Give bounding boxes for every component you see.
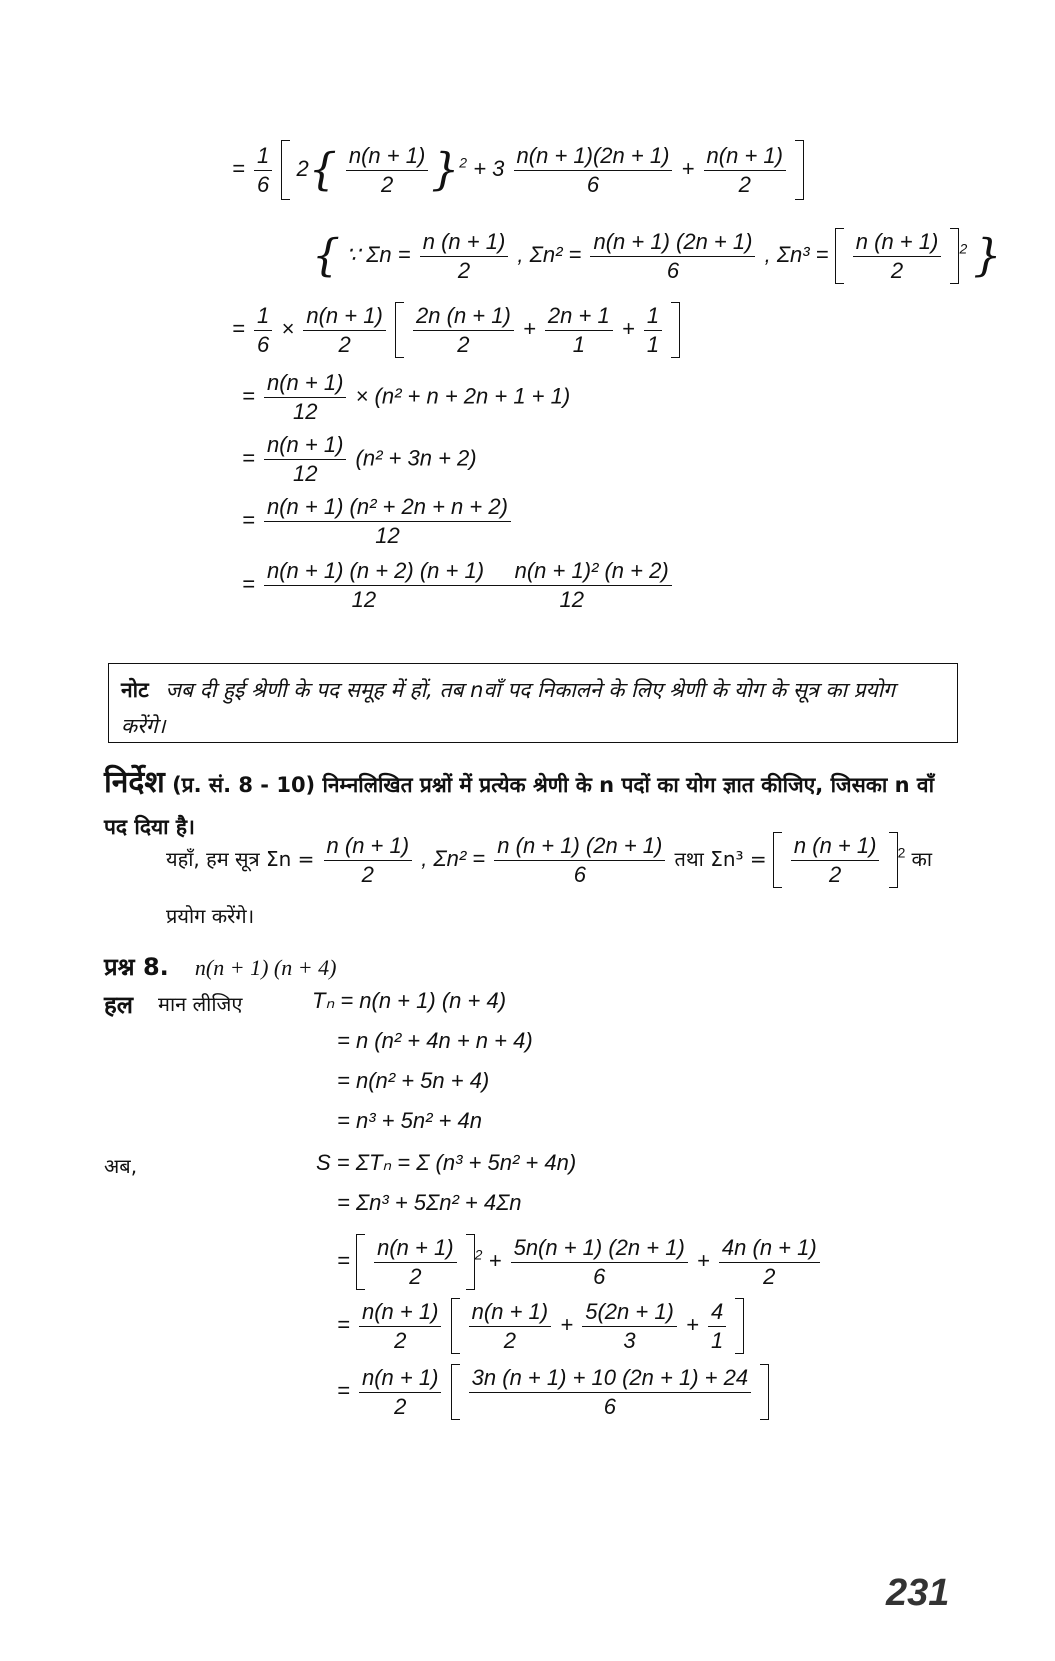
- page-number: 231: [886, 1572, 950, 1614]
- left-brace: {: [308, 144, 337, 196]
- fraction: $\frac{5n(n + 1) (2n + 1)}{6}$: [511, 1235, 688, 1290]
- fraction: $\frac{1}{6}$: [254, 303, 272, 358]
- equation-line-6: = $\frac{\text{n(n + 1) (n² + 2n + n + 2)}}{12}$: [242, 494, 514, 549]
- solution-step-9: = $\frac{n(n + 1)}{2}$ $\frac{3n (n + 1) + 10 (2n + 1) + 24}{6}$: [337, 1364, 769, 1420]
- note-label: नोट: [121, 678, 149, 702]
- fraction: $\frac{n(n + 1)}{2}$: [359, 1365, 441, 1420]
- solution-step-3: = n(n² + 5n + 4): [337, 1068, 490, 1093]
- equals-sign: =: [232, 155, 245, 181]
- solution-step-4: = n³ + 5n² + 4n: [337, 1108, 482, 1133]
- fraction: $\frac{n (n + 1)}{2}$: [324, 833, 413, 888]
- right-bracket: [889, 832, 898, 888]
- note-content: [121, 672, 941, 744]
- equation-line-1: = $\frac{1}{6}$ 2{ $\frac{n(n + 1)}{2}$ }$^2$ + 3 $\frac{n(n + 1)(2n + 1)}{6}$ + $\frac{n(n + 1)}{2}$: [232, 140, 804, 200]
- equation-line-4: = $\frac{n(n + 1)}{12}$ × (n² + n + 2n + 1 + 1): [242, 370, 571, 424]
- right-brace: }: [973, 230, 1002, 282]
- solution-step-1: Tₙ = n(n + 1) (n + 4): [312, 988, 507, 1013]
- formula-line: यहाँ, हम सूत्र Σn = $\frac{n (n + 1)}{2}$ , Σn² = $\frac{n (n + 1) (2n + 1)}{6}$ तथा Σn³ = $\frac{n (n + 1)}{2}$ $^2$ का: [166, 832, 933, 887]
- fraction: $\frac{n (n + 1) (2n + 1)}{6}$: [494, 833, 665, 888]
- left-bracket: [395, 302, 404, 358]
- solution-step-6: = Σn³ + 5Σn² + 4Σn: [337, 1190, 522, 1215]
- fraction: $\frac{2n (n + 1)}{2}$: [413, 303, 514, 358]
- fraction: $\frac{2n + 1}{1}$: [545, 303, 613, 358]
- direction-heading: निर्देश: [104, 765, 165, 800]
- fraction: $\frac{n(n + 1)}{12}$: [264, 370, 346, 425]
- equation-line-3: = $\frac{1}{6}$ × $\frac{n(n + 1)}{2}$ $\frac{2n (n + 1)}{2}$ + $\frac{2n + 1}{1}$ + $\frac{1}{1}$: [232, 302, 680, 358]
- fraction: $\frac{\text{n(n + 1) (n² + 2n + n + 2)}}{12}$: [264, 494, 511, 549]
- right-brace: }: [431, 144, 460, 196]
- fraction: $\frac{n(n + 1)}{2}$: [359, 1299, 441, 1354]
- solution-step-8: = $\frac{n(n + 1)}{2}$ $\frac{n(n + 1)}{2}$ + $\frac{5(2n + 1)}{3}$ + $\frac{4}{1}$: [337, 1298, 744, 1354]
- fraction: $\frac{n(n + 1)}{2}$: [469, 1299, 551, 1354]
- solution-label: हल: [104, 991, 134, 1019]
- left-bracket: [451, 1298, 460, 1354]
- fraction: $\frac{4n (n + 1)}{2}$: [719, 1235, 820, 1290]
- right-bracket: [950, 228, 959, 284]
- left-bracket: [281, 140, 290, 200]
- equation-line-5: = $\frac{n(n + 1)}{12}$ (n² + 3n + 2): [242, 432, 477, 486]
- left-bracket: [451, 1364, 460, 1420]
- fraction: $\frac{1}{1}$: [644, 303, 662, 358]
- fraction: $\frac{1}{6}$: [254, 143, 272, 198]
- question-label: प्रश्न 8.: [104, 953, 169, 981]
- left-bracket: [835, 228, 844, 284]
- question-8: [104, 950, 336, 983]
- right-bracket: [735, 1298, 744, 1354]
- fraction: $\frac{n (n + 1)}{2}$: [420, 229, 509, 284]
- question-expression: n(n + 1) (n + 4): [194, 955, 337, 980]
- fraction: $\frac{n(n + 1)}{12}$: [264, 432, 346, 487]
- fraction: $\frac{n(n + 1)}{2}$: [704, 143, 786, 198]
- note-text: जब दी हुई श्रेणी के पद समूह में हों, तब nवाँ पद निकालने के लिए श्रेणी के योग के सूत्र का प्रयोग करेंगे।: [121, 678, 895, 738]
- right-bracket: [671, 302, 680, 358]
- left-bracket: [356, 1234, 365, 1290]
- note-box: [108, 663, 958, 743]
- fraction: $\frac{3n (n + 1) + 10 (2n + 1) + 24}{6}$: [469, 1365, 751, 1420]
- solution-intro: मान लीजिए: [158, 992, 243, 1016]
- right-bracket: [466, 1234, 475, 1290]
- left-brace: {: [312, 230, 340, 282]
- solution-step-2: = n (n² + 4n + n + 4): [337, 1028, 533, 1053]
- fraction: $\frac{n (n + 1)}{2}$: [853, 229, 942, 284]
- fraction: $\frac{n (n + 1)}{2}$: [791, 833, 880, 888]
- left-bracket: [773, 832, 782, 888]
- fraction: $\frac{n(n + 1)(2n + 1)}{6}$: [514, 143, 673, 198]
- right-bracket: [760, 1364, 769, 1420]
- equation-line-2: { ∵ Σn = $\frac{n (n + 1)}{2}$ , Σn² = $\frac{n(n + 1) (2n + 1)}{6}$ , Σn³ = $\frac{n (n + 1)}{2}$ $^2$ }: [312, 228, 1002, 283]
- direction-text: (प्र. सं. 8 - 10) निम्नलिखित प्रश्नों में प्रत्येक श्रेणी के n पदों का योग ज्ञात कीजिए, जिसका n वाँ पद दिया है।: [104, 773, 935, 839]
- solution-step-7: = $\frac{n(n + 1)}{2}$ $^2$ + $\frac{5n(n + 1) (2n + 1)}{6}$ + $\frac{4n (n + 1)}{2}$: [337, 1234, 823, 1290]
- solution-step-5: S = ΣTₙ = Σ (n³ + 5n² + 4n): [316, 1150, 577, 1175]
- right-bracket: [795, 140, 804, 200]
- equation-line-7: = $\frac{\text{n(n + 1) (n + 2) (n + 1) n(n + 1)² (n + 2)}}{12 12}$: [242, 558, 675, 613]
- now-label: अब,: [104, 1154, 138, 1178]
- formula-line-continued: प्रयोग करेंगे।: [166, 904, 255, 928]
- fraction: $\frac{5(2n + 1)}{3}$: [582, 1299, 677, 1354]
- fraction: $\frac{n(n + 1) (2n + 1)}{6}$: [590, 229, 755, 284]
- fraction: $\frac{n(n + 1)}{2}$: [374, 1235, 456, 1290]
- fraction: $\frac{\text{n(n + 1) (n + 2) (n + 1) n(n + 1)² (n + 2)}}{12 12}$: [264, 558, 672, 613]
- fraction: $\frac{n(n + 1)}{2}$: [303, 303, 385, 358]
- fraction: $\frac{n(n + 1)}{2}$: [346, 143, 428, 198]
- fraction: $\frac{4}{1}$: [708, 1299, 726, 1354]
